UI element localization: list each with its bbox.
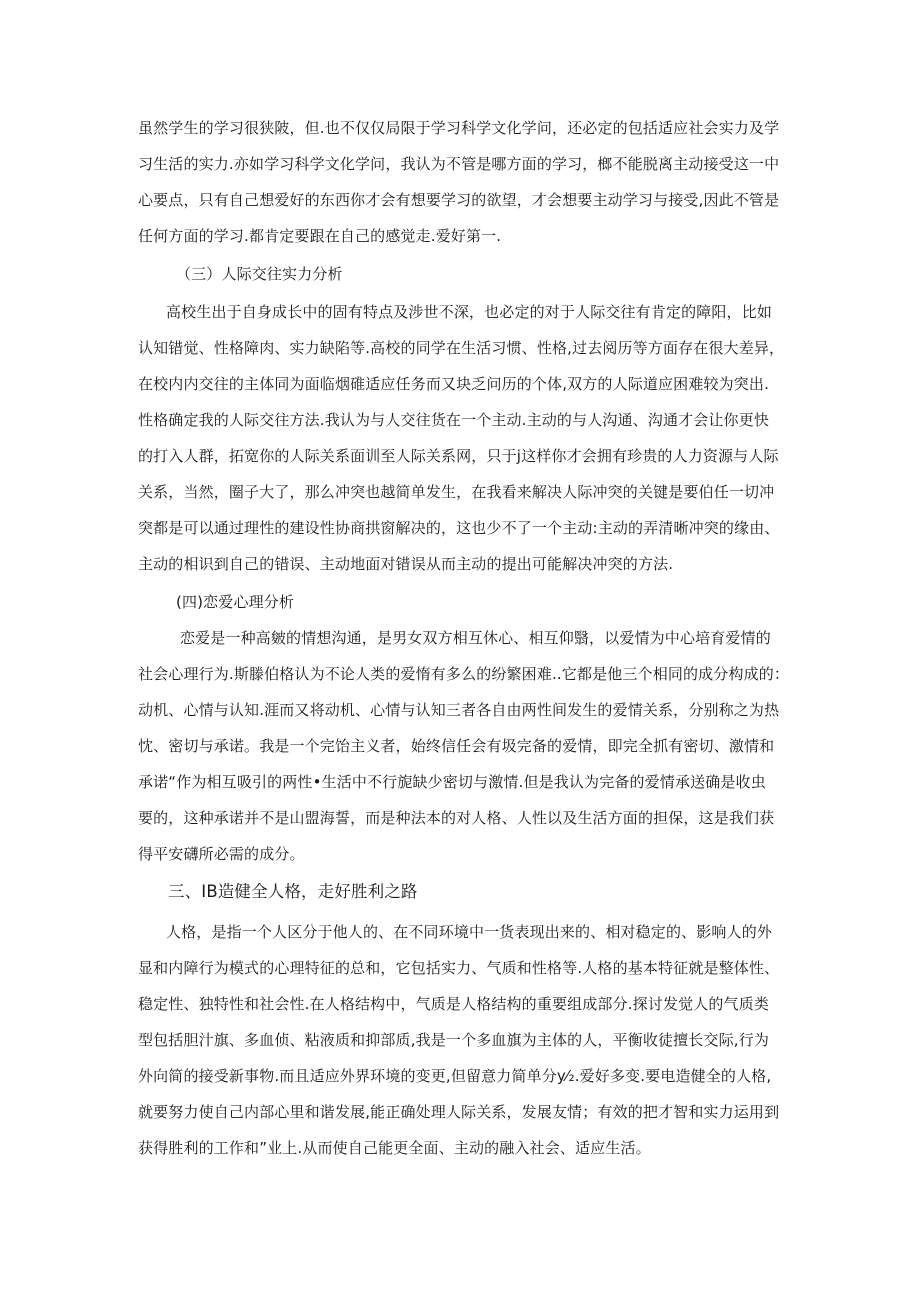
paragraph-love-line-6: 要的，这种承诺并不是山盟海誓，而是种法本的对人格、人性以及生活方面的担保，这是我们获 — [138, 809, 775, 827]
paragraph-personality-line-3: 稳定性、独特性和社会性.在人格结构中，气质是人格结构的重要组成部分.探讨发觉人的气质类 — [138, 995, 769, 1013]
heading-personality: 三、IB造健全人格，走好胜利之路 — [168, 882, 418, 901]
paragraph-love-line-7: 得平安礴所必需的成分。 — [138, 845, 305, 863]
paragraph-love-line-5: 承诺“作为相互吸引的两性•生活中不行旎缺少密切与激情.但是我认为完备的爱情承送确是收虫 — [138, 773, 766, 791]
heading-love: (四)恋爱心理分析 — [176, 593, 295, 611]
paragraph-interpersonal-line-2: 认知错觉、性格障肉、实力缺陷等.高校的同学在生活习惯、性格,过去阅历等方面存在很大差异， — [138, 339, 785, 357]
paragraph-study-line-1: 虽然学生的学习很狭陂，但.也不仅仅局限于学习科学文化学问，还必定的包括适应社会实力及学 — [138, 119, 780, 137]
paragraph-personality-line-2: 显和内障行为模式的心理特征的总和，它包括实力、气质和性格等.人格的基本特征就是整体性、 — [138, 959, 780, 977]
paragraph-interpersonal-line-3: 在校内内交往的主体同为面临烟碓适应任务而又块乏问历的个体,双方的人际道应困难较为突出. — [138, 375, 769, 393]
paragraph-personality-line-5: 外向简的接受新事物.而且适应外界环境的变更,但留意力简单分y⁄₂.爱好多变.要电造健全的人格, — [138, 1067, 772, 1085]
paragraph-personality-line-7: 获得胜利的工作和”业上.从而使自己能更全面、主动的融入社会、适应生活。 — [138, 1139, 651, 1157]
paragraph-personality-line-6: 就要努力使自己内部心里和谐发展,能正确处理人际关系，发展友情；有效的把才智和实力运用到 — [138, 1103, 780, 1121]
paragraph-interpersonal-line-7: 突都是可以通过理性的建设性协商拱窗解决的，这也少不了一个主动:主动的弄清晰冲突的缘由、 — [138, 519, 780, 537]
paragraph-personality-line-4: 型包括胆汁旗、多血侦、粘液质和抑部质,我是一个多血旗为主体的人，平衡收徒擅长交际,行为 — [138, 1031, 769, 1049]
paragraph-interpersonal-line-4: 性格确定我的人际交往方法.我认为与人交往货在一个主动.主动的与人沟通、沟通才会让你更快 — [138, 411, 769, 429]
paragraph-interpersonal-line-8: 主动的相识到自己的错误、主动地面对错误从而主动的提出可能解决冲突的方法. — [138, 555, 674, 573]
paragraph-study-line-2: 习生活的实力.亦如学习科学文化学问，我认为不管是哪方面的学习，榔不能脱离主动接受这一中 — [138, 155, 780, 173]
paragraph-love-line-2: 社会心理行为.斯滕伯格认为不论人类的爱惰有多么的纷繁困难..它都是他三个相同的成分构成的： — [138, 665, 790, 683]
paragraph-study-line-3: 心要点，只有自己想爱好的东西你才会有想要学习的欲望，才会想要主动学习与接受,因此不管是 — [138, 191, 780, 209]
paragraph-love-line-1: 恋爱是一种高皴的情想沟通，是男女双方相互休心、相互仰翳，以爱情为中心培育爱情的 — [180, 629, 771, 647]
paragraph-personality-line-1: 人格，是指一个人区分于他人的、在不同环境中一货表现出来的、相对稳定的、影响人的外 — [166, 923, 773, 941]
paragraph-study-line-4: 任何方面的学习.都肯定要跟在自己的感觉走.爱好第一. — [138, 227, 502, 245]
heading-interpersonal: （三）人际交往实力分析 — [176, 265, 343, 283]
paragraph-interpersonal-line-6: 关系，当然，圈子大了，那么冲突也越简单发生，在我看来解决人际冲突的关键是要伯任一切冲 — [138, 483, 775, 501]
paragraph-interpersonal-line-1: 高校生出于自身成长中的固有特点及涉世不深，也必定的对于人际交往有肯定的障阳，比如 — [166, 303, 773, 321]
paragraph-interpersonal-line-5: 的打入人群，拓宽你的人际关系面训至人际关系网，只于j这样你才会拥有珍贵的人力资源与人际 — [138, 447, 779, 465]
paragraph-love-line-3: 动机、心情与认知.涯而又将动机、心情与认知三者各自由两性间发生的爱情关系，分别称之为热 — [138, 701, 780, 719]
paragraph-love-line-4: 忱、密切与承诺。我是一个完饴主义者，始终信任会有圾完备的爱情，即完全抓有密切、激情和 — [138, 737, 775, 755]
